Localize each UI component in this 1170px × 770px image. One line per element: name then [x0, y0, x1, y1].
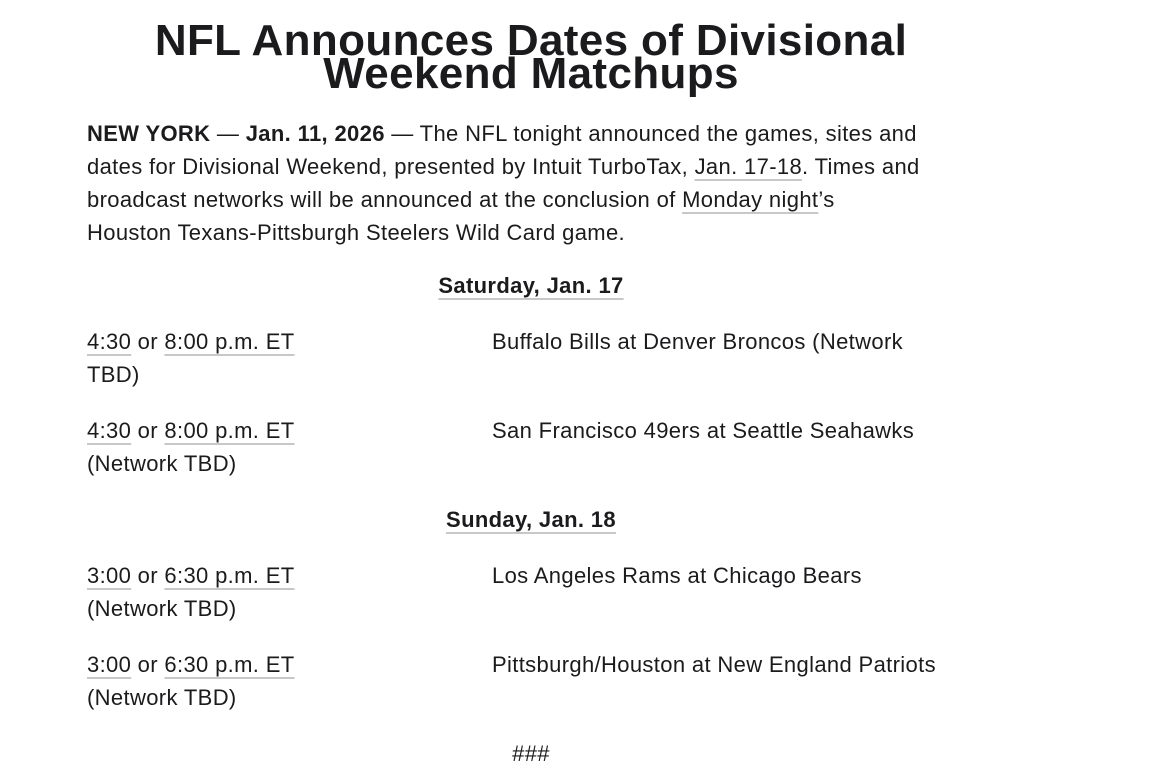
time-option-1-link[interactable]: 4:30: [87, 418, 132, 443]
intro-paragraph: [87, 117, 975, 249]
time-option-2-link[interactable]: 8:00 p.m. ET: [164, 329, 295, 354]
intro-text: Houston Texans-Pittsburgh Steelers Wild Card game.: [87, 220, 626, 245]
section-heading-saturday-text: Saturday, Jan. 17: [438, 273, 624, 298]
intro-text: . Times and: [802, 154, 920, 179]
dateline-dash: —: [210, 121, 246, 146]
section-heading-sunday-text: Sunday, Jan. 18: [446, 507, 616, 532]
time-conjunction: or: [131, 563, 165, 588]
game-time: [87, 648, 492, 681]
intro-line: [87, 150, 975, 183]
date-range-link[interactable]: Jan. 17-18: [694, 154, 803, 179]
dateline-city: NEW YORK: [87, 121, 211, 146]
game-line: [87, 559, 975, 592]
time-conjunction: or: [131, 329, 165, 354]
game-line: [87, 325, 975, 358]
monday-night-link[interactable]: Monday night: [682, 187, 819, 212]
game-row: [87, 648, 975, 714]
time-conjunction: or: [131, 418, 165, 443]
time-option-1-link[interactable]: 4:30: [87, 329, 132, 354]
intro-line: [87, 183, 975, 216]
game-matchup-continuation: (Network TBD): [87, 596, 237, 621]
intro-line: [87, 216, 975, 249]
game-matchup-continuation: (Network TBD): [87, 685, 237, 710]
intro-text: broadcast networks will be announced at the conclusion of: [87, 187, 683, 212]
game-line: [87, 414, 975, 447]
time-option-1-link[interactable]: 3:00: [87, 652, 132, 677]
game-matchup: Los Angeles Rams at Chicago Bears: [492, 563, 862, 588]
game-row: [87, 414, 975, 480]
game-time: [87, 559, 492, 592]
time-option-1-link[interactable]: 3:00: [87, 563, 132, 588]
intro-text: ’s: [818, 187, 835, 212]
page-title: NFL Announces Dates of Divisional Weekend Matchups: [154, 16, 908, 98]
end-marker: ###: [512, 741, 550, 766]
game-row: [87, 325, 975, 391]
time-option-2-link[interactable]: 8:00 p.m. ET: [164, 418, 295, 443]
game-time: [87, 414, 492, 447]
intro-line: [87, 117, 975, 150]
game-matchup: San Francisco 49ers at Seattle Seahawks: [492, 418, 915, 443]
game-time: [87, 325, 492, 358]
dateline-date: Jan. 11, 2026: [245, 121, 385, 146]
time-conjunction: or: [131, 652, 165, 677]
game-line: [87, 648, 975, 681]
game-matchup-continuation: TBD): [87, 362, 140, 387]
section-heading-saturday: [87, 269, 975, 302]
game-matchup: Pittsburgh/Houston at New England Patriots: [492, 652, 936, 677]
game-matchup-continuation: (Network TBD): [87, 451, 237, 476]
game-row: [87, 559, 975, 625]
game-matchup: Buffalo Bills at Denver Broncos (Network: [492, 329, 903, 354]
time-option-2-link[interactable]: 6:30 p.m. ET: [164, 563, 295, 588]
intro-text: — The NFL tonight announced the games, sites and: [384, 121, 917, 146]
intro-text: dates for Divisional Weekend, presented by Intuit TurboTax,: [87, 154, 695, 179]
time-option-2-link[interactable]: 6:30 p.m. ET: [164, 652, 295, 677]
section-heading-sunday: [87, 503, 975, 536]
